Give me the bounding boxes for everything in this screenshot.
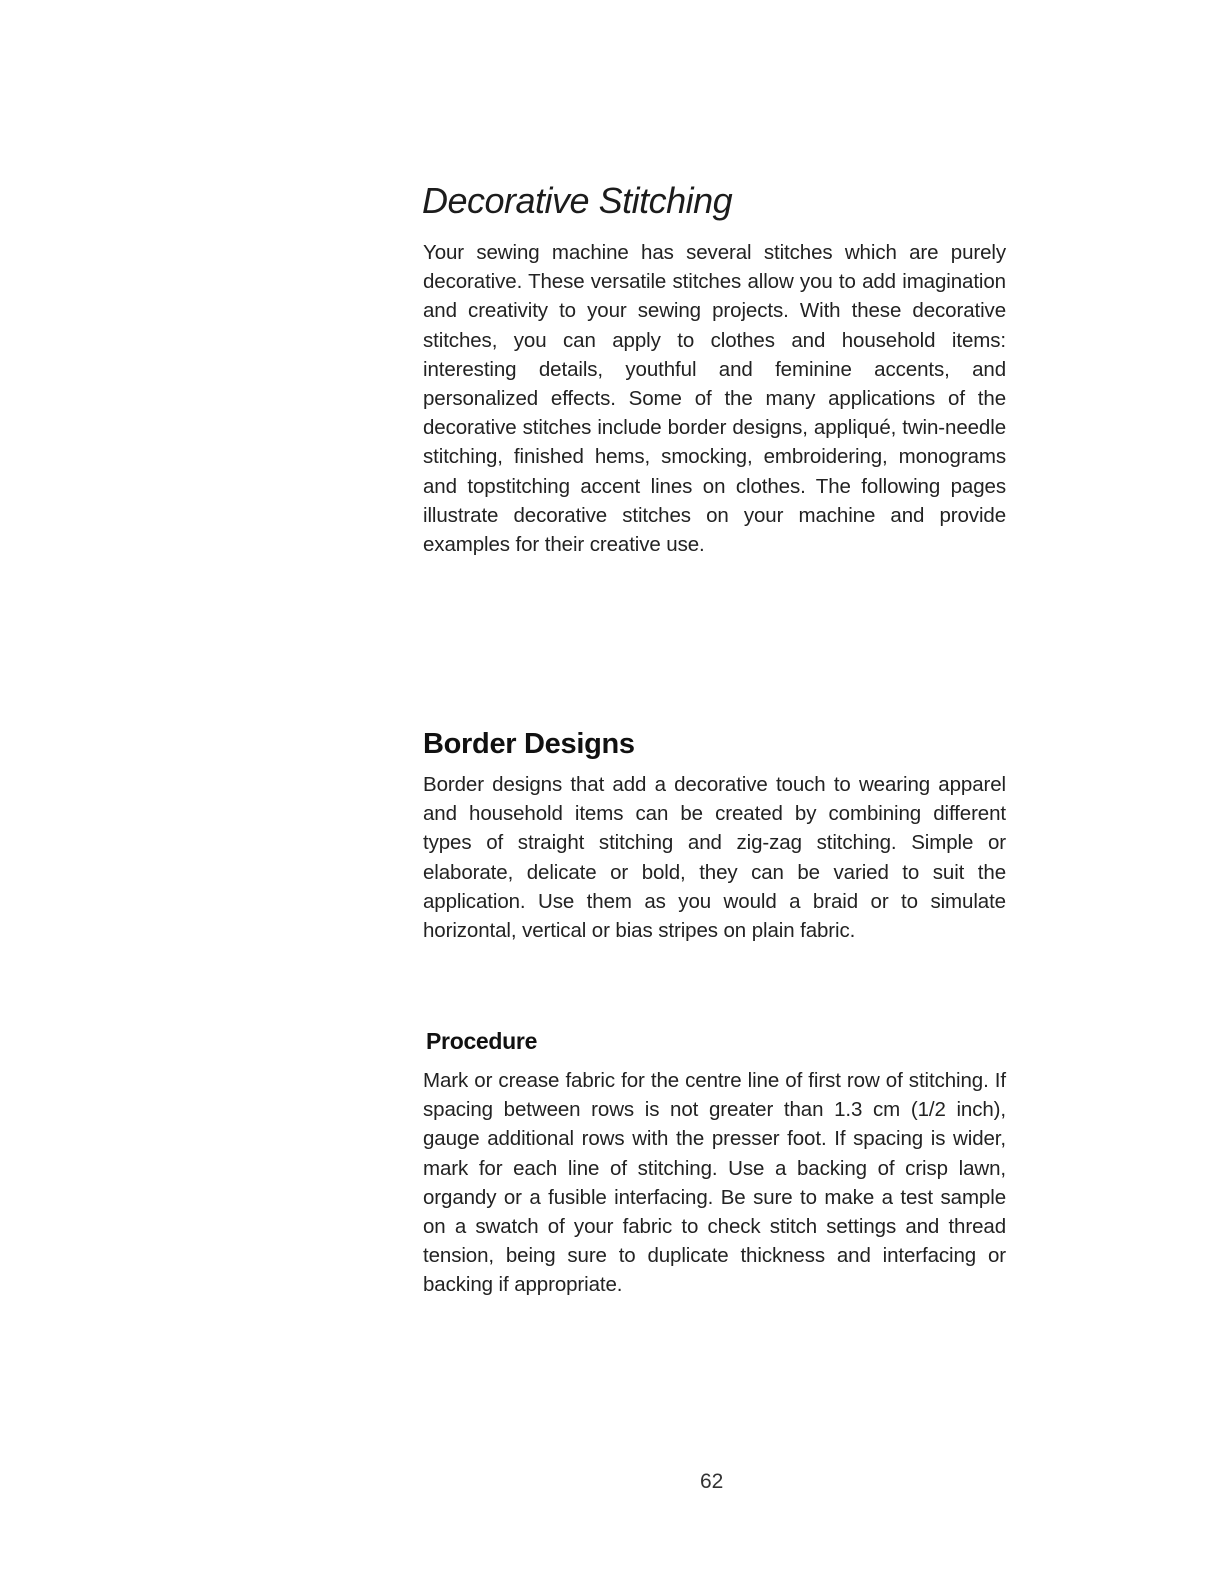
border-designs-heading: Border Designs <box>423 728 635 760</box>
intro-paragraph: Your sewing machine has several stitches which are purely decorative. These versatile stitches allow you to add imagination and creativity to your sewing projects. With these decorative stitches, you can apply to clothes and household items: interesting details, youthful and feminine accents, and personalized effects. Some of the many applications of the decorative stitches include border designs, appliqué, twin-needle stitching, finished hems, smocking, embroidering, monograms and topstitching accent lines on clothes. The following pages illustrate decorative stitches on your machine and provide examples for their creative use. <box>423 241 1006 557</box>
page-number: 62 <box>700 1470 724 1493</box>
section-title: Decorative Stitching <box>422 180 733 221</box>
procedure-heading: Procedure <box>426 1028 538 1054</box>
border-designs-paragraph: Border designs that add a decorative touch to wearing apparel and household items can be created by combining different types of straight stitching and zig-zag stitching. Simple or elaborate, delicate or bold, they can be varied to suit the application. Use them as you would a braid or to simulate horizontal, vertical or bias stripes on plain fabric. <box>423 773 1006 943</box>
procedure-paragraph: Mark or crease fabric for the centre line of first row of stitching. If spacing between rows is not greater than 1.3 cm (1/2 inch), gauge additional rows with the presser foot. If spacing is wider, mark for each line of stitching. Use a backing of crisp lawn, organdy or a fusible interfacing. Be sure to make a test sample on a swatch of your fabric to check stitch settings and thread tension, being sure to duplicate thickness and interfacing or backing if appropriate. <box>423 1069 1006 1297</box>
